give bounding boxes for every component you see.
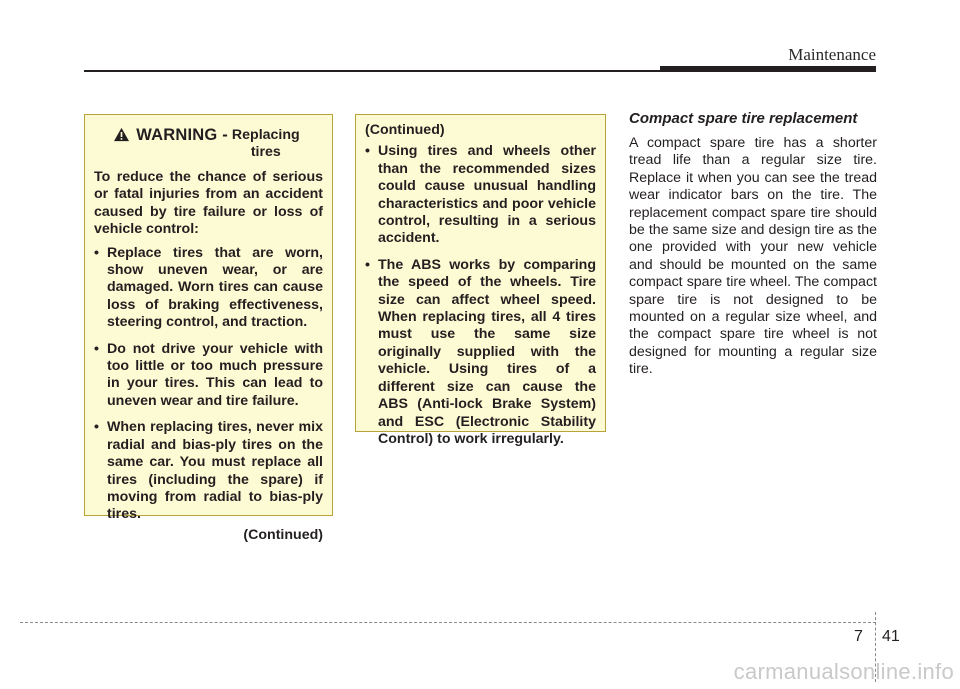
warning-bullet [94,245,323,332]
warning-bullet-list [365,143,596,448]
bullet-dot: • [94,340,99,357]
body-paragraph: A compact spare tire has a shorter tread life than a regular size tire. Replace it when you can see the tread wear indicator bars on the tire. The replacement compact spare tire should be the same size and design tire as the one provided with your new vehicle and should be mounted on the same compact spare tire wheel. The compact spare tire is not designed to be mounted on a regular size wheel, and the compact spare tire wheel is not designed for mounting a regular size tire. [629,135,877,378]
bullet-dot: • [94,244,99,261]
bullet-text: Using tires and wheels other than the recommended sizes could cause unusual handling characteristics and poor vehicle control, resulting in a serious accident. [378,143,596,247]
bullet-dot: • [365,256,370,273]
warning-bullet [94,419,323,523]
page-number: 41 [882,628,900,645]
warning-triangle-icon [113,127,130,142]
footer-rule [20,622,876,623]
chapter-number: 7 [854,628,863,645]
warning-label: WARNING - [136,126,228,144]
continued-label: (Continued) [243,526,323,543]
bullet-dot: • [365,143,370,160]
warning-box-tires [84,114,333,543]
warning-subtitle-line1: Replacing [231,127,300,143]
watermark: carmanualsonline.info [733,659,954,684]
body-column [629,110,877,379]
header-rule-thin [84,70,662,72]
warning-bullet [365,143,596,247]
section-title: Maintenance [788,45,876,64]
warning-box-continued [355,114,606,447]
bullet-text: Replace tires that are worn, show uneven wear, or are damaged. Worn tires can cause loss of braking effectiveness, steering control, and traction. [107,244,323,331]
bullet-dot: • [94,419,99,436]
warning-subtitle-line2: tires [250,144,281,160]
header-rule-thick [660,66,876,72]
continued-label: (Continued) [365,122,445,138]
warning-header [90,125,323,161]
warning-bullet-list [94,245,323,524]
warning-bullet [94,341,323,411]
warning-subtitle [232,127,300,161]
warning-bullet [365,257,596,448]
bullet-text: When replacing tires, never mix radial and bias-ply tires on the same car. You must replace all tires (including the spare) if moving from radial to bias-ply tires. [107,419,323,523]
body-heading: Compact spare tire replacement [629,110,858,127]
bullet-text: Do not drive your vehicle with too little or too much pressure in your tires. This can lead to uneven wear and tire failure. [107,340,323,409]
bullet-text: The ABS works by comparing the speed of the wheels. Tire size can affect wheel speed. When replacing tires, all 4 tires must use the same size originally supplied with the vehicle. Using tires of a different size can cause the ABS (Anti-lock Brake System) and ESC (Electronic Stability Control) to work irregularly. [378,256,596,447]
warning-intro: To reduce the chance of serious or fatal injuries from an accident caused by tire failure or loss of vehicle control: [94,169,323,238]
